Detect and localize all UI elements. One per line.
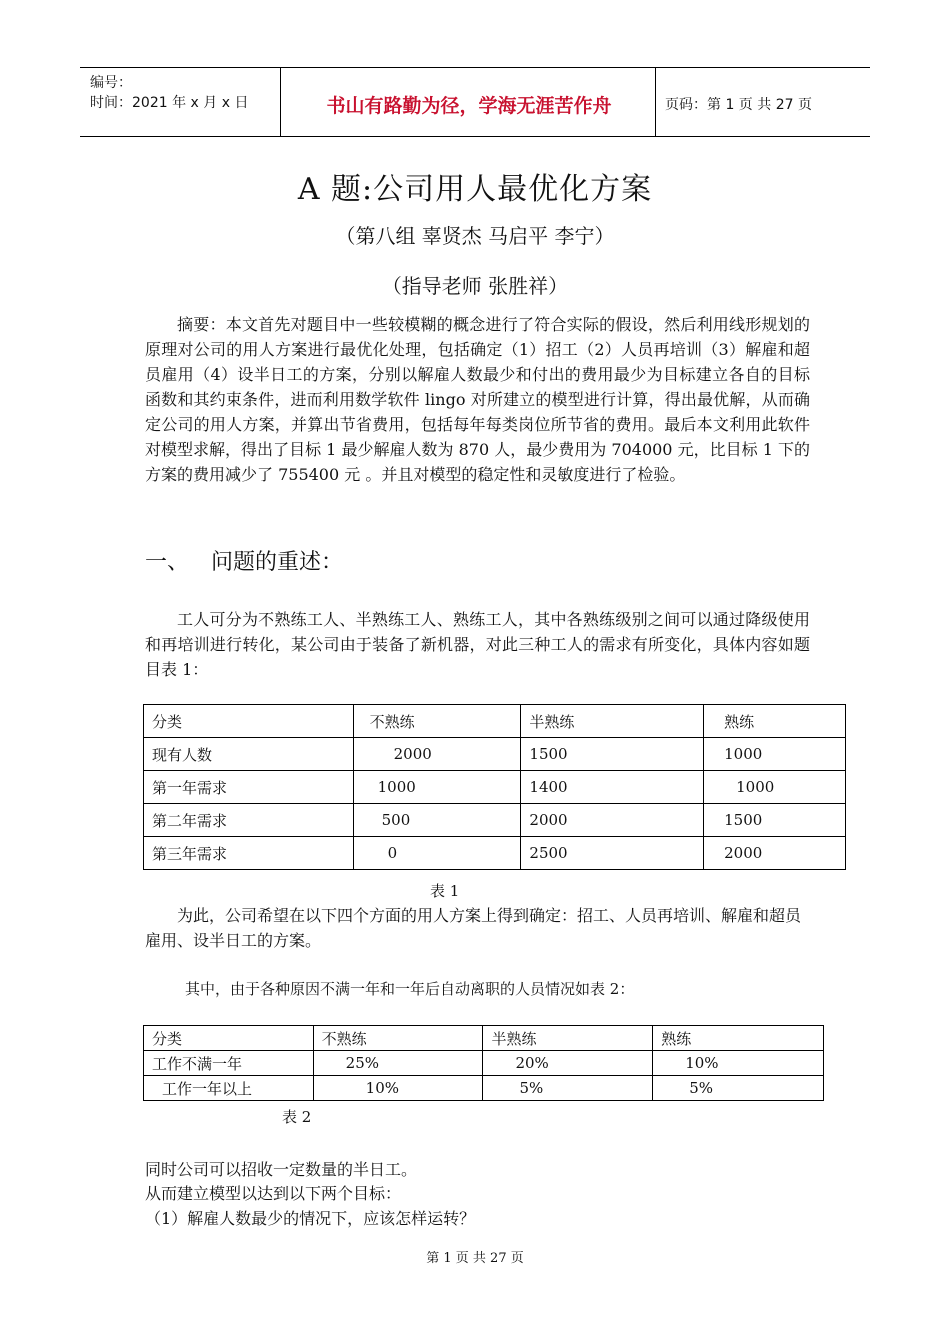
table-cell: 1000 (704, 771, 846, 804)
body-paragraph: 工人可分为不熟练工人、半熟练工人、熟练工人，其中各熟练级别之间可以通过降级使用和再培训进行转化，某公司由于装备了新机器，对此三种工人的需求有所变化，具体内容如题目表 1： (145, 610, 810, 679)
header-date: 时间：2021 年 x 月 x 日 (90, 95, 249, 111)
table-cell: 2000 (521, 804, 704, 837)
table-cell: 分类 (144, 705, 354, 738)
header-divider (280, 68, 281, 136)
table-cell: 1000 (353, 771, 521, 804)
table-cell: 500 (353, 804, 521, 837)
demand-table (143, 704, 846, 870)
page-footer: 第 1 页 共 27 页 (426, 1251, 524, 1266)
table-cell: 工作一年以上 (144, 1076, 314, 1101)
table-cell: 1400 (521, 771, 704, 804)
table-cell: 熟练 (653, 1026, 824, 1051)
table-cell: 1500 (704, 804, 846, 837)
table-cell: 不熟练 (353, 705, 521, 738)
table-cell: 分类 (144, 1026, 314, 1051)
table-cell: 20% (483, 1051, 653, 1076)
table-header-row (144, 705, 846, 738)
table-cell: 10% (313, 1076, 483, 1101)
table-cell: 5% (483, 1076, 653, 1101)
authors-line: （第八组 辜贤杰 马启平 李宁） (335, 224, 615, 248)
header-page-info: 页码：第 1 页 共 27 页 (665, 97, 812, 113)
page-header (80, 67, 870, 137)
table-cell: 半熟练 (483, 1026, 653, 1051)
section-title: 问题的重述： (211, 550, 344, 575)
table-cell: 第二年需求 (144, 804, 354, 837)
table-cell: 1000 (704, 738, 846, 771)
attrition-table (143, 1025, 824, 1101)
table-cell: 工作不满一年 (144, 1051, 314, 1076)
header-code: 编号： (90, 75, 132, 91)
body-paragraph: 其中，由于各种原因不满一年和一年后自动离职的人员情况如表 2： (185, 980, 635, 998)
table-cell: 10% (653, 1051, 824, 1076)
table-row (144, 738, 846, 771)
table-row (144, 1076, 824, 1101)
body-paragraph: （1）解雇人数最少的情况下，应该怎样运转？ (145, 1209, 476, 1228)
table-row (144, 804, 846, 837)
document-title: A 题:公司用人最优化方案 (297, 172, 653, 207)
table-cell: 熟练 (704, 705, 846, 738)
table-cell: 第一年需求 (144, 771, 354, 804)
body-paragraph: 为此，公司希望在以下四个方面的用人方案上得到确定：招工、人员再培训、解雇和超员雇用、设半日工的方案。 (145, 906, 802, 950)
header-meta (90, 73, 248, 113)
abstract-paragraph: 摘要：本文首先对题目中一些较模糊的概念进行了符合实际的假设，然后利用线形规划的原理对公司的用人方案进行最优化处理，包括确定（1）招工（2）人员再培训（3）解雇和超员雇用（4）设半日工的方案，分别以解雇人数最少和付出的费用最少为目标建立各自的目标函数和其约束条件，进而利用数学软件 lingo 对所建立的模型进行计算，得出最优解，从而确定公司的用人方案，并算出节省费用，包括每年每类岗位所节省的费用。最后本文利用此软件对模型求解，得出了目标 1 最少解雇人数为 870 人，最少费用为 704000 元，比目标 1 下的方案的费用减少了 755400 元 。并且对模型的稳定性和灵敏度进行了检验。 (145, 315, 810, 484)
body-paragraph: 同时公司可以招收一定数量的半日工。 (145, 1160, 418, 1179)
table-cell: 1500 (521, 738, 704, 771)
table-cell: 5% (653, 1076, 824, 1101)
table-header-row (144, 1026, 824, 1051)
table-row (144, 771, 846, 804)
table-caption: 表 2 (282, 1108, 312, 1126)
table-cell: 现有人数 (144, 738, 354, 771)
table-cell: 0 (353, 837, 521, 870)
section-heading (145, 545, 343, 576)
header-divider (655, 68, 656, 136)
advisor-line: （指导老师 张胜祥） (381, 274, 569, 298)
section-number: 一、 (145, 550, 190, 575)
table-cell: 不熟练 (313, 1026, 483, 1051)
table-cell: 2000 (704, 837, 846, 870)
table-caption: 表 1 (430, 882, 460, 900)
table-cell: 2000 (353, 738, 521, 771)
table-cell: 2500 (521, 837, 704, 870)
table-cell: 第三年需求 (144, 837, 354, 870)
table-cell: 25% (313, 1051, 483, 1076)
table-cell: 半熟练 (521, 705, 704, 738)
header-motto: 书山有路勤为径，学海无涯苦作舟 (326, 95, 612, 117)
body-paragraph: 从而建立模型以达到以下两个目标： (145, 1184, 402, 1203)
table-row (144, 1051, 824, 1076)
table-row (144, 837, 846, 870)
